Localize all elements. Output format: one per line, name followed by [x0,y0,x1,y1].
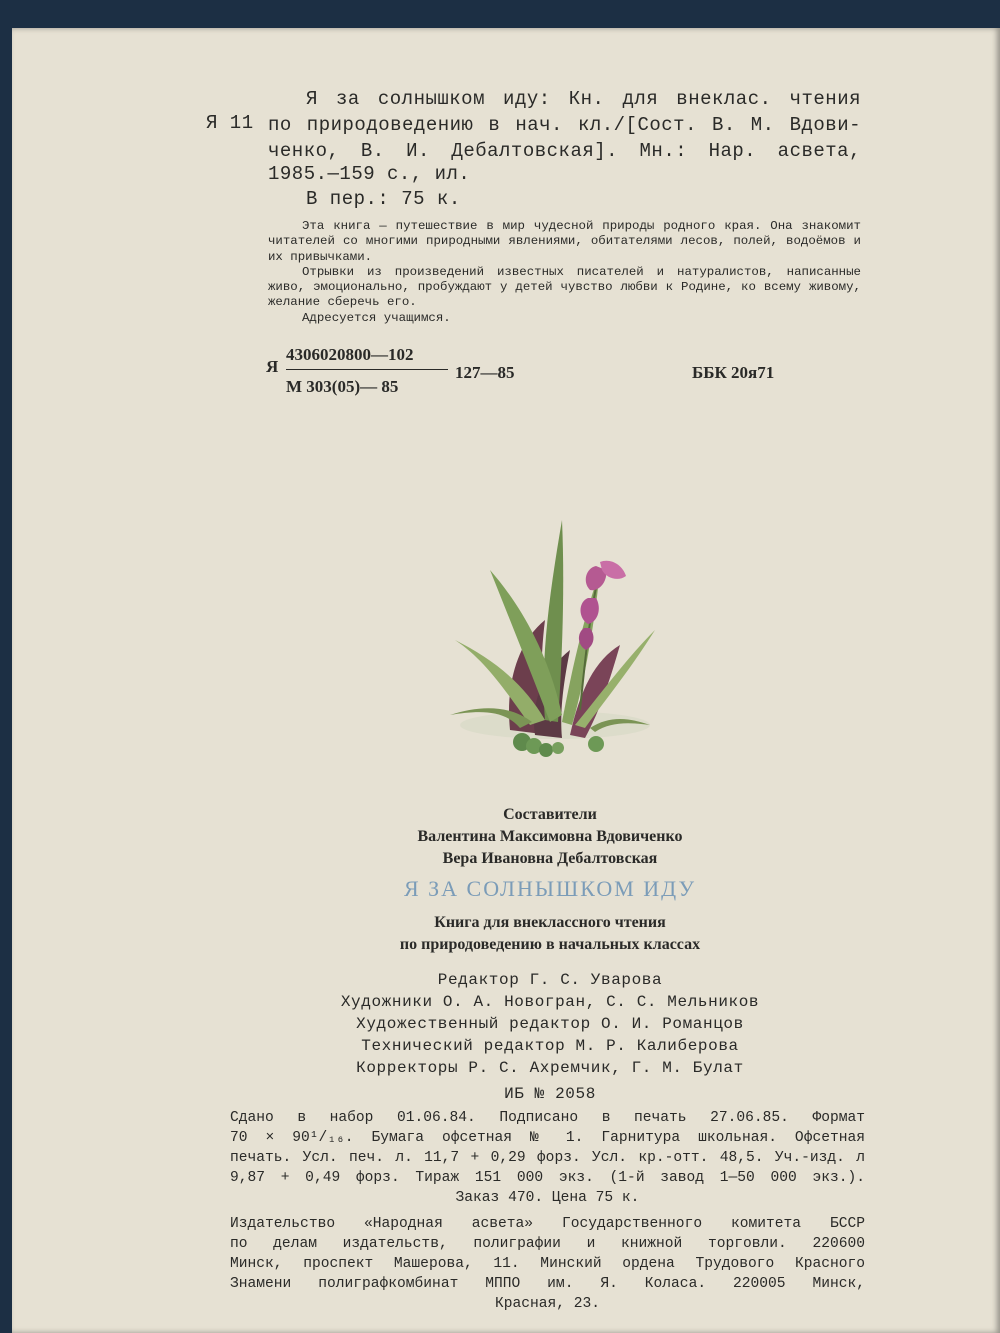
print-line: печать. Усл. печ. л. 11,7 + 0,29 форз. Усл. кр.-отт. 48,5. Уч.-изд. л [230,1150,865,1166]
subtitle-2: по природоведению в начальных классах [399,936,701,953]
compiler-2: Вера Ивановна Дебалтовская [442,850,658,867]
print-line: Заказ 470. Цена 75 к. [455,1190,640,1206]
publisher-line: Знамени полиграфкомбинат МППО им. Я. Коласа. 220005 Минск, [230,1276,865,1292]
credit-artists: Художники О. А. Новогран, С. С. Мельников [340,993,760,1011]
credit-proofreaders: Корректоры Р. С. Ахремчик, Г. М. Булат [356,1059,744,1077]
publisher-details [230,1214,865,1314]
annotation-para-3: Адресуется учащимся. [302,310,451,325]
catalog-price: В пер.: 75 к. [306,188,461,210]
credit-editor: Редактор Г. С. Уварова [437,971,663,989]
catalog-line-3: ченко, В. И. Дебалтовская]. Мн.: Нар. асвета, [268,140,861,162]
publisher-line: Минск, проспект Машерова, 11. Минский ордена Трудового Красного [230,1256,865,1272]
code-fraction-line [286,369,448,370]
compilers-heading: Составители [503,806,597,823]
credit-art-editor: Художественный редактор О. И. Романцов [356,1015,744,1033]
code-numerator: 4306020800—102 [286,345,414,364]
catalog-line-1: Я за солнышком иду: Кн. для внеклас. чтения [306,88,861,110]
code-letter: Я [266,357,279,376]
bbk-code: ББК 20я71 [692,363,775,382]
credit-tech-editor: Технический редактор М. Р. Калиберова [361,1037,739,1055]
catalog-line-4: 1985.—159 с., ил. [268,163,471,185]
annotation-para-1: Эта книга — путешествие в мир чудесной природы родного края. Она знакомит читателей со многими природными явлениями, обитателями лесов, полей, водоёмов и их привычками. [268,219,861,264]
print-line: Сдано в набор 01.06.84. Подписано в печать 27.06.85. Формат [230,1110,865,1126]
book-title: Я ЗА СОЛНЫШКОМ ИДУ [403,876,697,901]
catalog-line-2: по природоведению в нач. кл./[Сост. В. М. Вдови- [268,114,861,136]
annotation [268,219,861,326]
compiler-1: Валентина Максимовна Вдовиченко [417,828,683,845]
code-denominator: М 303(05)— 85 [286,377,399,396]
print-line: 70 × 90¹/₁₆. Бумага офсетная № 1. Гарнитура школьная. Офсетная [230,1130,865,1146]
publisher-line: по делам издательств, полиграфии и книжной торговли. 220600 [230,1236,865,1252]
publisher-line: Красная, 23. [494,1296,601,1312]
print-details [230,1108,865,1208]
print-line: 9,87 + 0,49 форз. Тираж 151 000 экз. (1-й завод 1—50 000 экз.). [230,1170,865,1186]
annotation-para-2: Отрывки из произведений известных писателей и натуралистов, написанные живо, эмоционально, пробуждают у детей чувство любви к Родине, ко всему живому, желание сберечь его. [268,264,861,310]
bellflower-illustration [450,510,660,770]
subtitle-1: Книга для внеклассного чтения [434,914,666,931]
ib-number: ИБ № 2058 [504,1085,596,1103]
catalog-index: Я 11 [206,112,254,134]
code-number: 127—85 [455,363,515,382]
bellflower-plant [450,520,655,757]
publisher-line: Издательство «Народная асвета» Государственного комитета БССР [230,1216,865,1232]
